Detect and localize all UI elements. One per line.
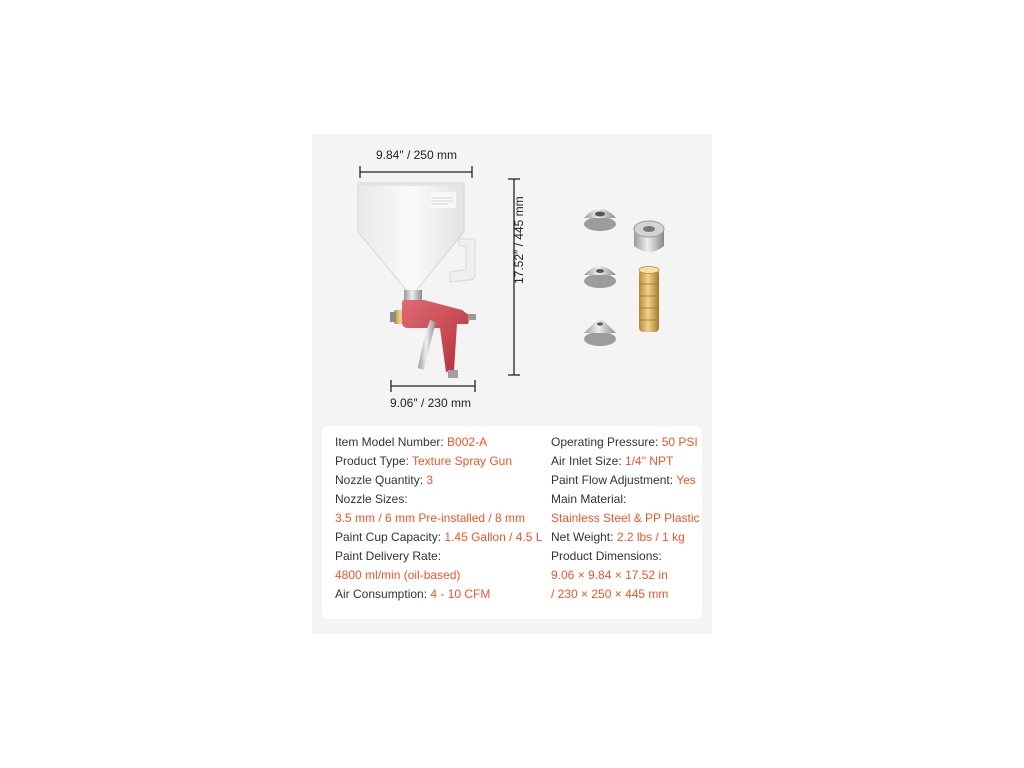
spec-value: 3.5 mm / 6 mm Pre-installed / 8 mm	[335, 511, 526, 525]
spec-label: Main Material:	[551, 492, 627, 506]
spec-row	[335, 585, 542, 604]
spec-row	[335, 471, 542, 490]
spec-row	[551, 471, 700, 490]
spec-row	[551, 528, 700, 547]
spec-row	[551, 452, 700, 471]
spec-value: 4 - 10 CFM	[430, 587, 491, 601]
spec-value: / 230 × 250 × 445 mm	[551, 587, 669, 601]
spec-label: Net Weight:	[551, 530, 617, 544]
spec-column-right	[551, 433, 700, 604]
spec-label: Air Consumption:	[335, 587, 431, 601]
lock-nut	[634, 221, 664, 252]
hopper	[358, 182, 475, 300]
spec-value: Texture Spray Gun	[411, 454, 513, 468]
spec-label: Paint Flow Adjustment:	[551, 473, 677, 487]
spec-column-left	[335, 433, 542, 604]
spec-row	[335, 490, 542, 509]
spec-label: Nozzle Quantity:	[335, 473, 427, 487]
spec-label: Product Dimensions:	[551, 549, 662, 563]
product-card	[312, 134, 712, 634]
spec-label: Air Inlet Size:	[551, 454, 626, 468]
width-bottom-label: 9.06″ / 230 mm	[390, 396, 471, 410]
nozzle-medium	[584, 267, 616, 289]
spec-row	[335, 566, 542, 585]
spec-value: 1.45 Gallon / 4.5 L	[444, 530, 543, 544]
spec-value: 2.2 lbs / 1 kg	[616, 530, 685, 544]
width-dimension-bottom	[391, 380, 475, 392]
spec-value: 4800 ml/min (oil-based)	[335, 568, 461, 582]
nozzle-large	[584, 209, 616, 231]
spec-row	[335, 433, 542, 452]
spec-value: 3	[426, 473, 434, 487]
spec-value: 1/4" NPT	[625, 454, 674, 468]
spray-gun	[390, 300, 476, 378]
spec-row	[551, 566, 700, 585]
spec-row	[335, 547, 542, 566]
spec-label: Item Model Number:	[335, 435, 448, 449]
width-top-label: 9.84″ / 250 mm	[376, 148, 457, 162]
spec-label: Operating Pressure:	[551, 435, 662, 449]
spec-value: B002-A	[447, 435, 488, 449]
spec-value: 9.06 × 9.84 × 17.52 in	[551, 568, 668, 582]
spec-label: Nozzle Sizes:	[335, 492, 408, 506]
spec-row	[335, 509, 542, 528]
specifications-panel	[322, 426, 702, 619]
spec-value: Stainless Steel & PP Plastic	[551, 511, 700, 525]
height-label: 17.52″ / 445 mm	[512, 196, 526, 284]
spec-value: Yes	[676, 473, 696, 487]
spec-label: Product Type:	[335, 454, 412, 468]
spec-row	[551, 509, 700, 528]
spec-row	[551, 585, 700, 604]
spec-row	[551, 490, 700, 509]
spec-label: Paint Delivery Rate:	[335, 549, 442, 563]
spec-row	[551, 547, 700, 566]
spec-row	[335, 452, 542, 471]
width-dimension-top	[360, 166, 472, 178]
spec-label: Paint Cup Capacity:	[335, 530, 445, 544]
nozzle-small	[584, 320, 616, 346]
spec-value: 50 PSI	[661, 435, 698, 449]
spec-row	[335, 528, 542, 547]
spec-row	[551, 433, 700, 452]
brass-fitting	[639, 267, 659, 333]
